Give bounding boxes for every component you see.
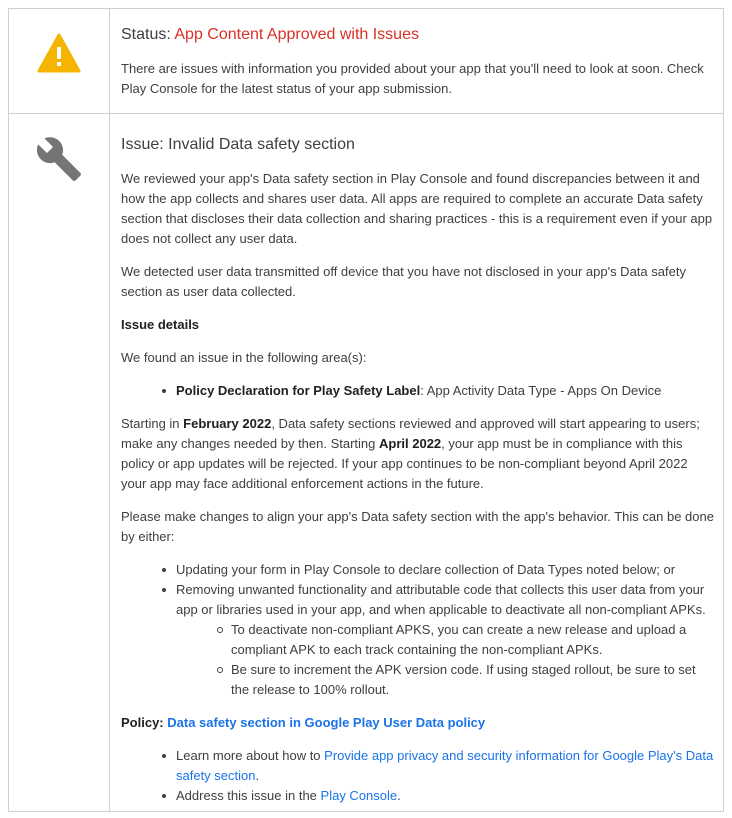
status-value: App Content Approved with Issues <box>174 26 419 43</box>
status-body: There are issues with information you provided about your app that you'll need to look at soon. Check Play Console for the latest status of your app submission. <box>121 61 704 96</box>
learn-more-link[interactable]: Provide app privacy and security information for Google Play's Data safety section <box>176 748 714 783</box>
issue-area-intro: We found an issue in the following area(s): <box>121 350 367 365</box>
issue-icon-cell <box>9 114 110 811</box>
list-item: To deactivate non-compliant APKS, you can create a new release and upload a compliant APK to each track containing the non-compliant APKs. <box>231 620 715 660</box>
list-item: Policy Declaration for Play Safety Label: App Activity Data Type - Apps On Device <box>176 381 715 401</box>
issue-title: Issue: Invalid Data safety section <box>121 136 355 153</box>
status-row <box>9 9 723 114</box>
issue-para-2: We detected user data transmitted off device that you have not disclosed in your app's Data safety section as user data collected. <box>121 264 686 299</box>
list-item: Removing unwanted functionality and attributable code that collects this user data from your app or libraries used in your app, and when applicable to deactivate all non-compliant APKs. To deactivate non-compliant APKS, you can create a new release and upload a compliant APK to each track containing the non-compliant APKs. Be sure to increment the APK version code. If using staged rollout, be sure to set the release to 100% rollout. <box>176 580 715 700</box>
play-console-link[interactable]: Play Console <box>320 788 398 803</box>
status-content <box>121 25 715 99</box>
status-label: Status: <box>121 26 175 43</box>
notice-table <box>8 8 724 812</box>
list-item: Learn more about how to Provide app privacy and security information for Google Play's Data safety section. <box>176 746 715 786</box>
list-item: Address this issue in the Play Console. <box>176 786 715 806</box>
issue-content <box>121 135 715 806</box>
policy-line: Policy: Data safety section in Google Play User Data policy <box>121 715 486 730</box>
list-item: Be sure to increment the APK version code. If using staged rollout, be sure to set the release to 100% rollout. <box>231 660 715 700</box>
links-list <box>121 746 715 806</box>
issue-timeline: Starting in February 2022, Data safety sections reviewed and approved will start appearing to users; make any changes needed by then. Starting April 2022, your app must be in compliance with this policy or app updates will be rejected. If your app continues to be non-compliant beyond April 2022 your app may face additional enforcement actions in the future. <box>121 416 700 491</box>
warning-icon <box>37 33 81 73</box>
issue-para-1: We reviewed your app's Data safety section in Play Console and found discrepancies between it and how the app collects and shares user data. All apps are required to complete an accurate Data safety section that discloses their data collection and sharing practices - this is a requirement even if your app does not collect any user data. <box>121 171 713 246</box>
issue-details-heading: Issue details <box>121 317 200 332</box>
issue-area-list <box>121 381 715 401</box>
issue-align-intro: Please make changes to align your app's Data safety section with the app's behavior. This can be done by either: <box>121 509 714 544</box>
list-item: Updating your form in Play Console to declare collection of Data Types noted below; or <box>176 560 715 580</box>
sub-options-list <box>176 620 715 700</box>
policy-link[interactable]: Data safety section in Google Play User Data policy <box>167 715 486 730</box>
status-icon-cell <box>9 9 110 113</box>
issue-row <box>9 114 723 811</box>
options-list <box>121 560 715 700</box>
wrench-icon <box>35 135 83 183</box>
status-heading <box>121 25 715 45</box>
